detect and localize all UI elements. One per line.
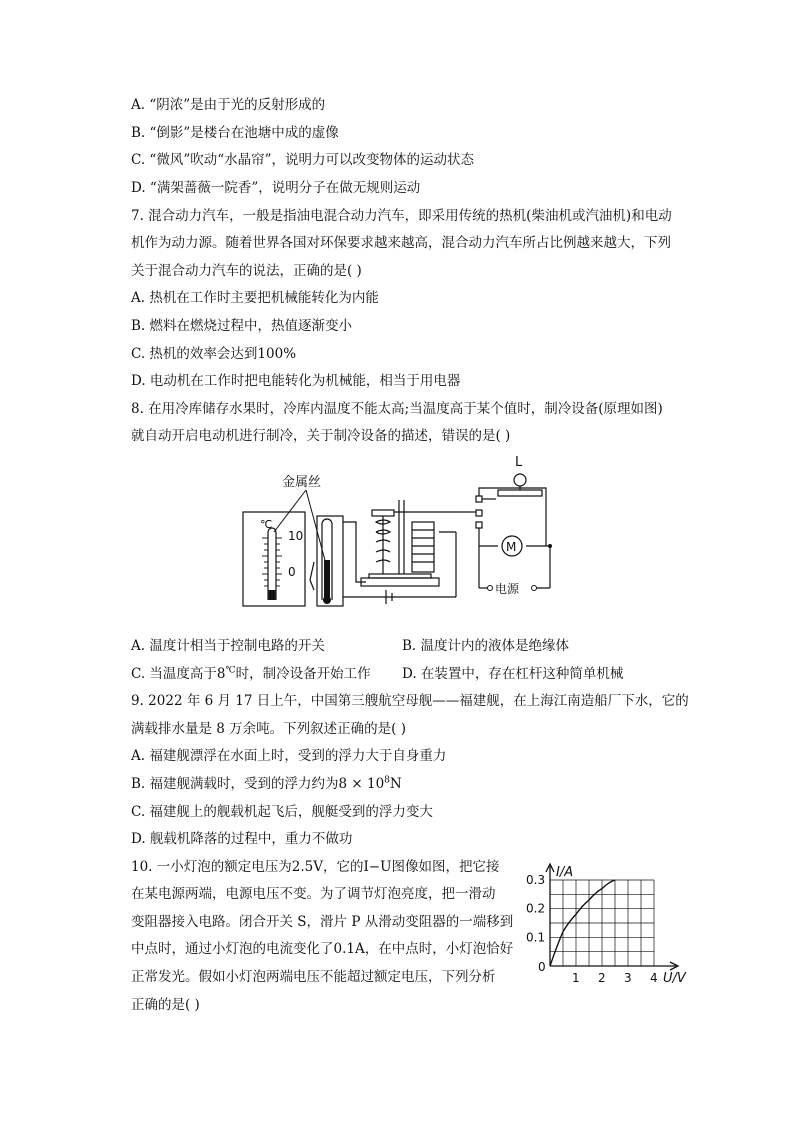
q9-option-b: B. 福建舰满载时，受到的浮力约为$8 \times 10^8N$ <box>131 775 402 792</box>
q8-option-b: B. 温度计内的液体是绝缘体 <box>402 638 570 654</box>
q9-stem-line2: 满载排水量是 8 万余吨。下列叙述正确的是( ) <box>131 721 406 737</box>
iu-graph <box>520 858 700 988</box>
q10-stem-line1: 10. 一小灯泡的额定电压为2.5V，它的I−U图像如图，把它接 <box>131 859 500 875</box>
q7-option-a: A. 热机在工作时主要把机械能转化为内能 <box>131 290 379 306</box>
x-axis-label: U/V <box>663 971 686 986</box>
q8-option-d: D. 在装置中，存在杠杆这种简单机械 <box>402 666 624 682</box>
y-tick-label: 0.1 <box>526 930 546 945</box>
q8-circuit-figure <box>236 452 566 612</box>
q8-stem-line2: 就自动开启电动机进行制冷，关于制冷设备的描述，错误的是( ) <box>131 428 511 444</box>
x-tick-label: 1 <box>572 971 580 985</box>
origin-label: 0 <box>538 960 546 974</box>
tick-label-10: 10 <box>288 529 304 543</box>
graph-grid <box>550 880 654 966</box>
motor-label: M <box>506 540 517 554</box>
power-label: 电源 <box>495 582 520 596</box>
q10-stem-line2: 在某电源两端，电源电压不变。为了调节灯泡亮度，把一滑动 <box>131 886 496 902</box>
mercury-bulb <box>323 596 331 604</box>
q7-stem-line1: 7. 混合动力汽车，一般是指油电混合动力汽车，即采用传统的热机(柴油机或汽油机)和电动 <box>131 208 672 224</box>
relay <box>361 500 461 586</box>
q8-option-c: C. 当温度高于8℃时，制冷设备开始工作 <box>131 665 371 682</box>
q10-stem-line4: 中点时，通过小灯泡的电流变化了0.1A，在中点时，小灯泡恰好 <box>131 941 514 957</box>
q9-option-a: A. 福建舰漂浮在水面上时，受到的浮力大于自身重力 <box>131 748 447 764</box>
q8-stem-line1: 8. 在用冷库储存水果时，冷库内温度不能太高;当温度高于某个值时，制冷设备(原理如图) <box>131 401 663 417</box>
x-tick-label: 2 <box>598 971 606 985</box>
q6-option-c: C. “微风”吹动“水晶帘”，说明力可以改变物体的运动状态 <box>131 152 475 168</box>
q6-option-b: B. “倒影”是楼台在池塘中成的虚像 <box>131 125 339 141</box>
q8-option-a: A. 温度计相当于控制电路的开关 <box>131 638 325 654</box>
y-tick-label: 0.3 <box>526 873 546 887</box>
q9-option-d: D. 舰载机降落的过程中，重力不做功 <box>131 831 353 847</box>
q7-option-c: C. 热机的效率会达到100% <box>131 346 297 362</box>
x-tick-label: 3 <box>624 971 632 985</box>
q7-option-d: D. 电动机在工作时把电能转化为机械能，相当于用电器 <box>131 373 461 389</box>
lamp-icon <box>498 474 542 496</box>
thermometer-liquid <box>269 590 276 600</box>
q7-stem-line3: 关于混合动力汽车的说法，正确的是( ) <box>131 263 362 279</box>
tick-label-0: 0 <box>288 565 296 579</box>
q7-option-b: B. 燃料在燃烧过程中，热值逐渐变小 <box>131 318 353 334</box>
q10-stem-line5: 正常发光。假如小灯泡两端电压不能超过额定电压，下列分析 <box>131 969 496 985</box>
switch-thermometer-mercury <box>324 560 330 600</box>
q6-option-a: A. “阴浓”是由于光的反射形成的 <box>131 97 326 113</box>
q9-stem-line1: 9. 2022 年 6 月 17 日上午，中国第三艘航空母舰——福建舰，在上海江南造船厂下水，它的 <box>131 693 689 709</box>
q6-option-d: D. “满架蔷薇一院香”，说明分子在做无规则运动 <box>131 180 421 196</box>
q10-stem-line6: 正确的是( ) <box>131 997 200 1013</box>
wire-label: 金属丝 <box>282 475 322 490</box>
x-tick-label: 4 <box>650 971 658 985</box>
y-tick-label: 0.2 <box>526 901 546 916</box>
q9-option-c: C. 福建舰上的舰载机起飞后，舰艇受到的浮力变大 <box>131 804 433 820</box>
celsius-unit-label: ℃ <box>260 518 273 531</box>
q7-stem-line2: 机作为动力源。随着世界各国对环保要求越来越高，混合动力汽车所占比例越来越大，下列 <box>131 235 671 251</box>
y-axis-label: I/A <box>556 865 574 880</box>
lamp-label: L <box>515 455 523 470</box>
q10-stem-line3: 变阻器接入电路。闭合开关 S，滑片 P 从滑动变阻器的一端移到 <box>131 914 514 930</box>
